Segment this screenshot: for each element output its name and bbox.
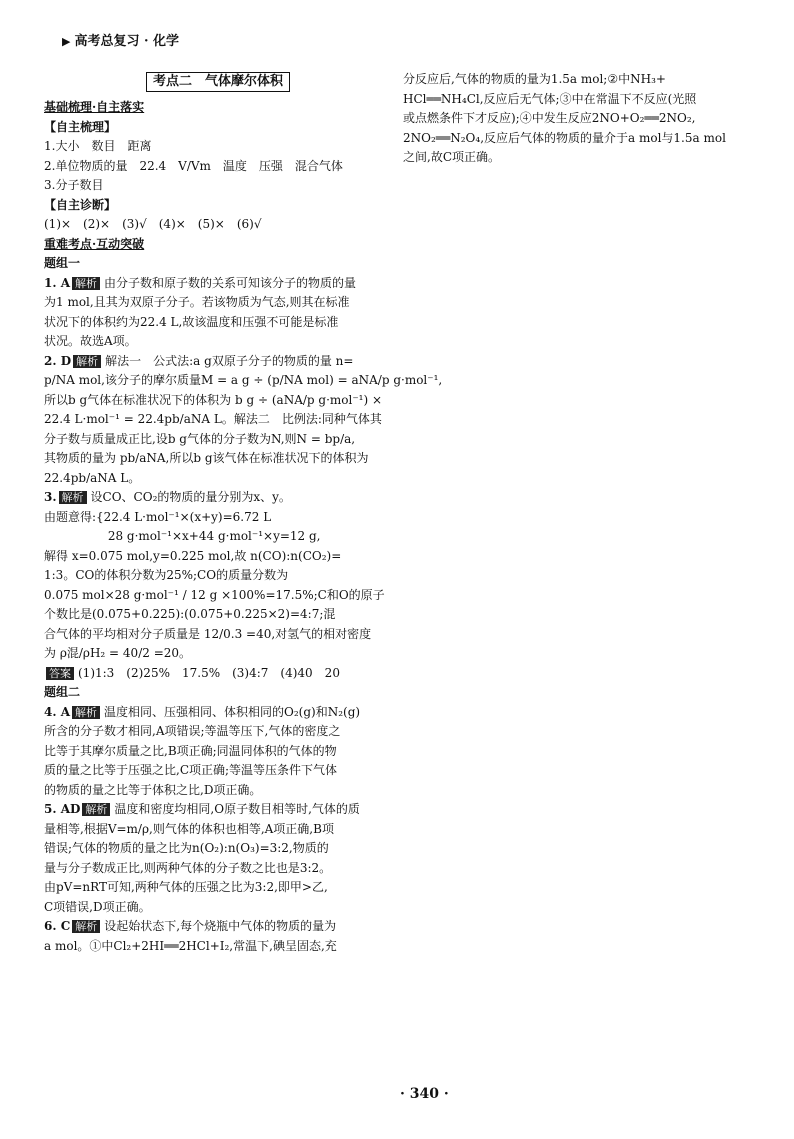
line-text: 解法一 公式法:a g双原子分子的物质的量 n= — [105, 353, 354, 368]
line-text: 为1 mol,且其为双原子分子。若该物质为气态,则其在标准 — [44, 295, 350, 309]
line-text: 比等于其摩尔质量之比,B项正确;同温同体积的气体的物 — [44, 743, 337, 758]
text-line — [403, 129, 755, 149]
right-column — [403, 70, 755, 168]
line-text: 重难考点·互动突破 — [44, 236, 145, 251]
text-line — [44, 293, 392, 313]
text-line — [44, 605, 392, 625]
text-line — [44, 352, 392, 372]
label-badge: 解析 — [72, 920, 100, 933]
text-line — [44, 196, 392, 216]
line-text: 所含的分子数才相同,A项错误;等温等压下,气体的密度之 — [44, 724, 341, 738]
text-line — [44, 586, 392, 606]
question-number: 4. A — [44, 704, 71, 719]
line-text: 错误;气体的物质的量之比为n(O₂):n(O₃)=3:2,物质的 — [44, 841, 329, 855]
line-text: 温度相同、压强相同、体积相同的O₂(g)和N₂(g) — [104, 704, 361, 719]
line-text: 量相等,根据V=m/ρ,则气体的体积也相等,A项正确,B项 — [44, 821, 334, 836]
text-line — [44, 781, 392, 801]
line-text: 的物质的量之比等于体积之比,D项正确。 — [44, 782, 262, 797]
text-line — [44, 839, 392, 859]
line-text: 由pV=nRT可知,两种气体的压强之比为3:2,即甲>乙, — [44, 880, 328, 894]
text-line — [44, 391, 392, 411]
line-text: 状况下的体积约为22.4 L,故该温度和压强不可能是标准 — [44, 314, 339, 329]
line-text: 合气体的平均相对分子质量是 12/0.3 =40,对氢气的相对密度 — [44, 626, 372, 641]
header-text: 高考总复习 · 化学 — [74, 34, 180, 49]
text-line — [44, 547, 392, 567]
line-text: 设CO、CO₂的物质的量分别为x、y。 — [90, 490, 291, 504]
text-line — [44, 430, 392, 450]
line-text: 或点燃条件下才反应);④中发生反应2NO+O₂══2NO₂, — [403, 111, 696, 125]
line-text: HCl══NH₄Cl,反应后无气体;③中在常温下不反应(光照 — [403, 91, 697, 106]
line-text: 1:3。CO的体积分数为25%;CO的质量分数为 — [44, 568, 289, 582]
line-text: 3.分子数目 — [44, 178, 104, 192]
line-text: 基础梳理·自主落实 — [44, 100, 145, 114]
question-number: 2. D — [44, 353, 72, 368]
line-text: 由题意得:{22.4 L·mol⁻¹×(x+y)=6.72 L — [44, 509, 272, 524]
line-text: 质的量之比等于压强之比,C项正确;等温等压条件下气体 — [44, 763, 338, 777]
text-line — [44, 235, 392, 255]
text-line — [44, 898, 392, 918]
text-line — [44, 488, 392, 508]
line-text: 所以b g气体在标准状况下的体积为 b g ÷ (aNA/p g·mol⁻¹) × — [44, 392, 383, 407]
line-text: a mol。①中Cl₂+2HI══2HCl+I₂,常温下,碘呈固态,充 — [44, 938, 337, 953]
line-text: 温度和密度均相同,O原子数目相等时,气体的质 — [114, 802, 360, 816]
line-text: 22.4pb/aNA L。 — [44, 470, 141, 485]
text-line — [44, 742, 392, 762]
label-badge: 答案 — [46, 667, 74, 680]
text-line — [44, 937, 392, 957]
question-number: 5. AD — [44, 802, 81, 816]
label-badge: 解析 — [73, 355, 101, 368]
text-line — [403, 148, 755, 168]
line-text: 28 g·mol⁻¹×x+44 g·mol⁻¹×y=12 g, — [44, 529, 321, 543]
text-line — [44, 332, 392, 352]
text-line — [44, 371, 443, 391]
section-title: 考点二 气体摩尔体积 — [146, 72, 290, 92]
label-badge: 解析 — [82, 803, 110, 816]
text-line — [44, 625, 392, 645]
text-line — [44, 176, 392, 196]
line-text: 2NO₂══N₂O₄,反应后气体的物质的量介于a mol与1.5a mol — [403, 130, 726, 145]
text-line — [44, 508, 392, 528]
text-line — [44, 761, 392, 781]
line-text: (1)× (2)× (3)√ (4)× (5)× (6)√ — [44, 217, 262, 231]
text-line — [44, 254, 392, 274]
text-line — [403, 109, 755, 129]
text-line — [44, 917, 392, 937]
line-text: 状况。故选A项。 — [44, 334, 137, 348]
line-text: 量与分子数成正比,则两种气体的分子数之比也是3:2。 — [44, 860, 332, 875]
text-line — [44, 527, 392, 547]
line-text: 【自主梳理】 — [44, 119, 117, 134]
text-line — [44, 98, 392, 118]
line-text: 由分子数和原子数的关系可知该分子的物质的量 — [104, 275, 357, 290]
line-text: 个数比是(0.075+0.225):(0.075+0.225×2)=4:7;混 — [44, 607, 336, 621]
line-text: 0.075 mol×28 g·mol⁻¹ / 12 g ×100%=17.5%;C和O的原子 — [44, 587, 385, 602]
line-text: 22.4 L·mol⁻¹ = 22.4pb/aNA L。解法二 比例法:同种气体其 — [44, 412, 382, 426]
line-text: 题组二 — [44, 685, 81, 699]
text-line — [44, 274, 392, 294]
text-line — [44, 157, 392, 177]
line-text: (1)1:3 (2)25% 17.5% (3)4:7 (4)40 20 — [78, 665, 340, 680]
question-number: 3. — [44, 490, 57, 504]
question-number: 1. A — [44, 275, 71, 290]
line-text: 其物质的量为 pb/aNA,所以b g该气体在标准状况下的体积为 — [44, 451, 369, 465]
line-text: p/NA mol,该分子的摩尔质量M = a g ÷ (p/NA mol) = aNA/p g·mol⁻¹, — [44, 373, 443, 387]
text-line — [403, 70, 755, 90]
text-line — [44, 664, 392, 684]
line-text: 为 ρ混/ρH₂ = 40/2 =20。 — [44, 646, 192, 660]
text-line — [44, 703, 392, 723]
section-title-box — [44, 72, 392, 92]
page-number: · 340 · — [400, 1086, 449, 1102]
label-badge: 解析 — [72, 706, 100, 719]
line-text: 2.单位物质的量 22.4 V/Vm 温度 压强 混合气体 — [44, 158, 343, 173]
text-line — [44, 118, 392, 138]
line-text: 之间,故C项正确。 — [403, 150, 500, 164]
line-text: 解得 x=0.075 mol,y=0.225 mol,故 n(CO):n(CO₂)= — [44, 548, 342, 563]
text-line — [44, 469, 392, 489]
text-line — [44, 137, 392, 157]
line-text: 题组一 — [44, 256, 81, 270]
question-number: 6. C — [44, 919, 71, 933]
line-text: 分反应后,气体的物质的量为1.5a mol;②中NH₃+ — [403, 72, 666, 86]
line-text: 分子数与质量成正比,设b g气体的分子数为N,则N = bp/a, — [44, 431, 356, 446]
triangle-icon: ▶ — [62, 35, 71, 48]
line-text: C项错误,D项正确。 — [44, 899, 151, 914]
text-line — [44, 644, 392, 664]
line-text: 【自主诊断】 — [44, 197, 117, 212]
text-line — [44, 683, 392, 703]
label-badge: 解析 — [72, 277, 100, 290]
text-line — [44, 859, 392, 879]
text-line — [44, 449, 392, 469]
text-line — [44, 820, 392, 840]
label-badge: 解析 — [59, 491, 87, 504]
line-text: 1.大小 数目 距离 — [44, 139, 152, 153]
text-line — [44, 878, 392, 898]
text-line — [44, 313, 392, 333]
text-line — [44, 410, 392, 430]
text-line — [44, 215, 392, 235]
text-line — [44, 722, 392, 742]
line-text: 设起始状态下,每个烧瓶中气体的物质的量为 — [104, 919, 337, 933]
text-line — [44, 800, 392, 820]
left-column — [44, 70, 443, 956]
text-line — [44, 566, 392, 586]
text-line — [403, 90, 755, 110]
running-header — [62, 30, 179, 49]
